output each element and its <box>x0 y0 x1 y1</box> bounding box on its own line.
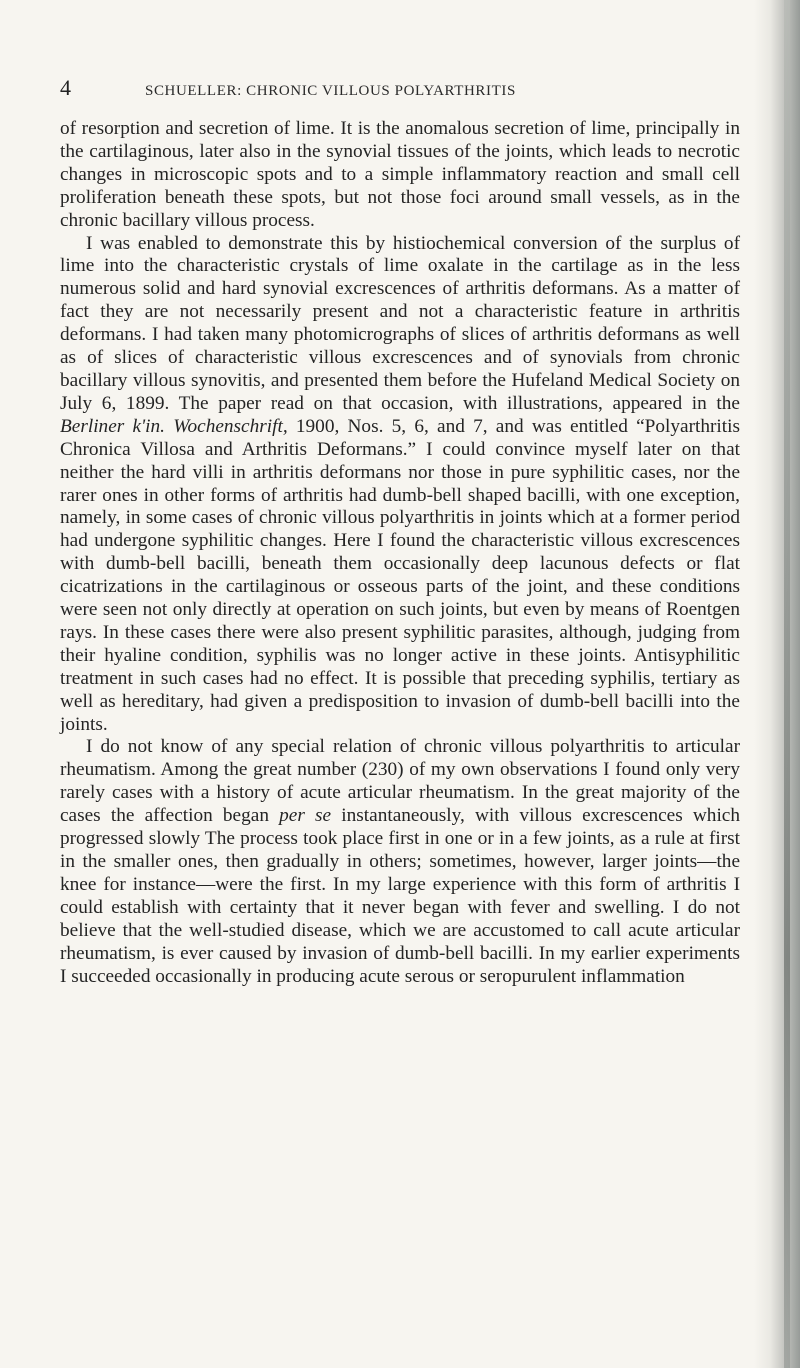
paragraph-1: of resorption and secretion of lime. It is the anomalous secretion of lime, principally in the cartilaginous, later also in the synovial tissues of the joints, which leads to necrotic changes in microscopic spots and to a simple inflammatory reaction and small cell proliferation beneath these spots, but not those foci around small vessels, as in the chronic bacillary villous process. <box>60 118 740 231</box>
paragraph-3 <box>60 736 740 988</box>
body-text <box>60 118 740 988</box>
paragraph-2-text-b: 1900, Nos. 5, 6, and 7, and was entitled “Polyarthritis Chronica Villosa and Arthritis Deformans.” I could convince myself later on that neither the hard villi in arthritis deformans nor those in pure syphilitic cases, nor the rarer ones in other forms of arthritis had dumb-bell shaped bacilli, with one exception, namely, in some cases of chronic villous polyarthritis in joints which at a former period had undergone syphilitic changes. Here I found the characteristic villous excrescences with dumb-bell bacilli, beneath them occasionally deep lacunous defects or flat cicatrizations in the cartilaginous or osseous parts of the joint, and these conditions were seen not only directly at operation on such joints, but even by means of Roentgen rays. In these cases there were also present syphilitic parasites, although, judging from their hyaline condition, syphilis was no longer active in these joints. Antisyphilitic treatment in such cases had no effect. It is possible that preceding syphilis, tertiary as well as hereditary, had given a predisposition to invasion of dumb-bell bacilli into the joints. <box>60 415 740 735</box>
paragraph-3-text-a: I do not know of any special relation of chronic villous polyarthritis to articular rheumatism. Among the great number (230) of my own observations I found only very rarely cases with a history of acute articular rheumatism. In the great majority of the cases the affection began <box>60 736 740 827</box>
running-head: SCHUELLER: CHRONIC VILLOUS POLYARTHRITIS <box>145 83 516 99</box>
journal-title: Berliner k'in. Wochenschrift, <box>60 415 288 437</box>
paragraph-2 <box>60 233 740 737</box>
italic-per-se: per se <box>279 805 332 827</box>
binding-edge <box>784 0 790 1368</box>
paragraph-3-text-b: instantaneously, with villous excrescences which progressed slowly The process took place first in one or in a few joints, as a rule at first in the smaller ones, then gradually in others; sometimes, however, larger joints—the knee for instance—were the first. In my large experience with this form of arthritis I could establish with certainty that it never began with fever and swelling. I do not believe that the well-studied disease, which we are accustomed to call acute articular rheumatism, is ever caused by invasion of dumb-bell bacilli. In my earlier experiments I succeeded occasionally in producing acute serous or seropurulent inflammation <box>60 805 741 987</box>
page-edge-shadow <box>754 0 800 1368</box>
page-number: 4 <box>60 75 71 100</box>
paragraph-2-text-a: I was enabled to demonstrate this by histiochemical conversion of the surplus of lime into the characteristic crystals of lime oxalate in the cartilage as in the less numerous solid and hard synovial excrescences of arthritis deformans. As a matter of fact they are not necessarily present and not a characteristic feature in arthritis deformans. I had taken many photomicrographs of slices of arthritis deformans as well as of slices of characteristic villous excrescences and of synovials from chronic bacillary villous synovitis, and presented them before the Hufeland Medical Society on July 6, 1899. The paper read on that occasion, with illustrations, appeared in the <box>60 232 740 414</box>
